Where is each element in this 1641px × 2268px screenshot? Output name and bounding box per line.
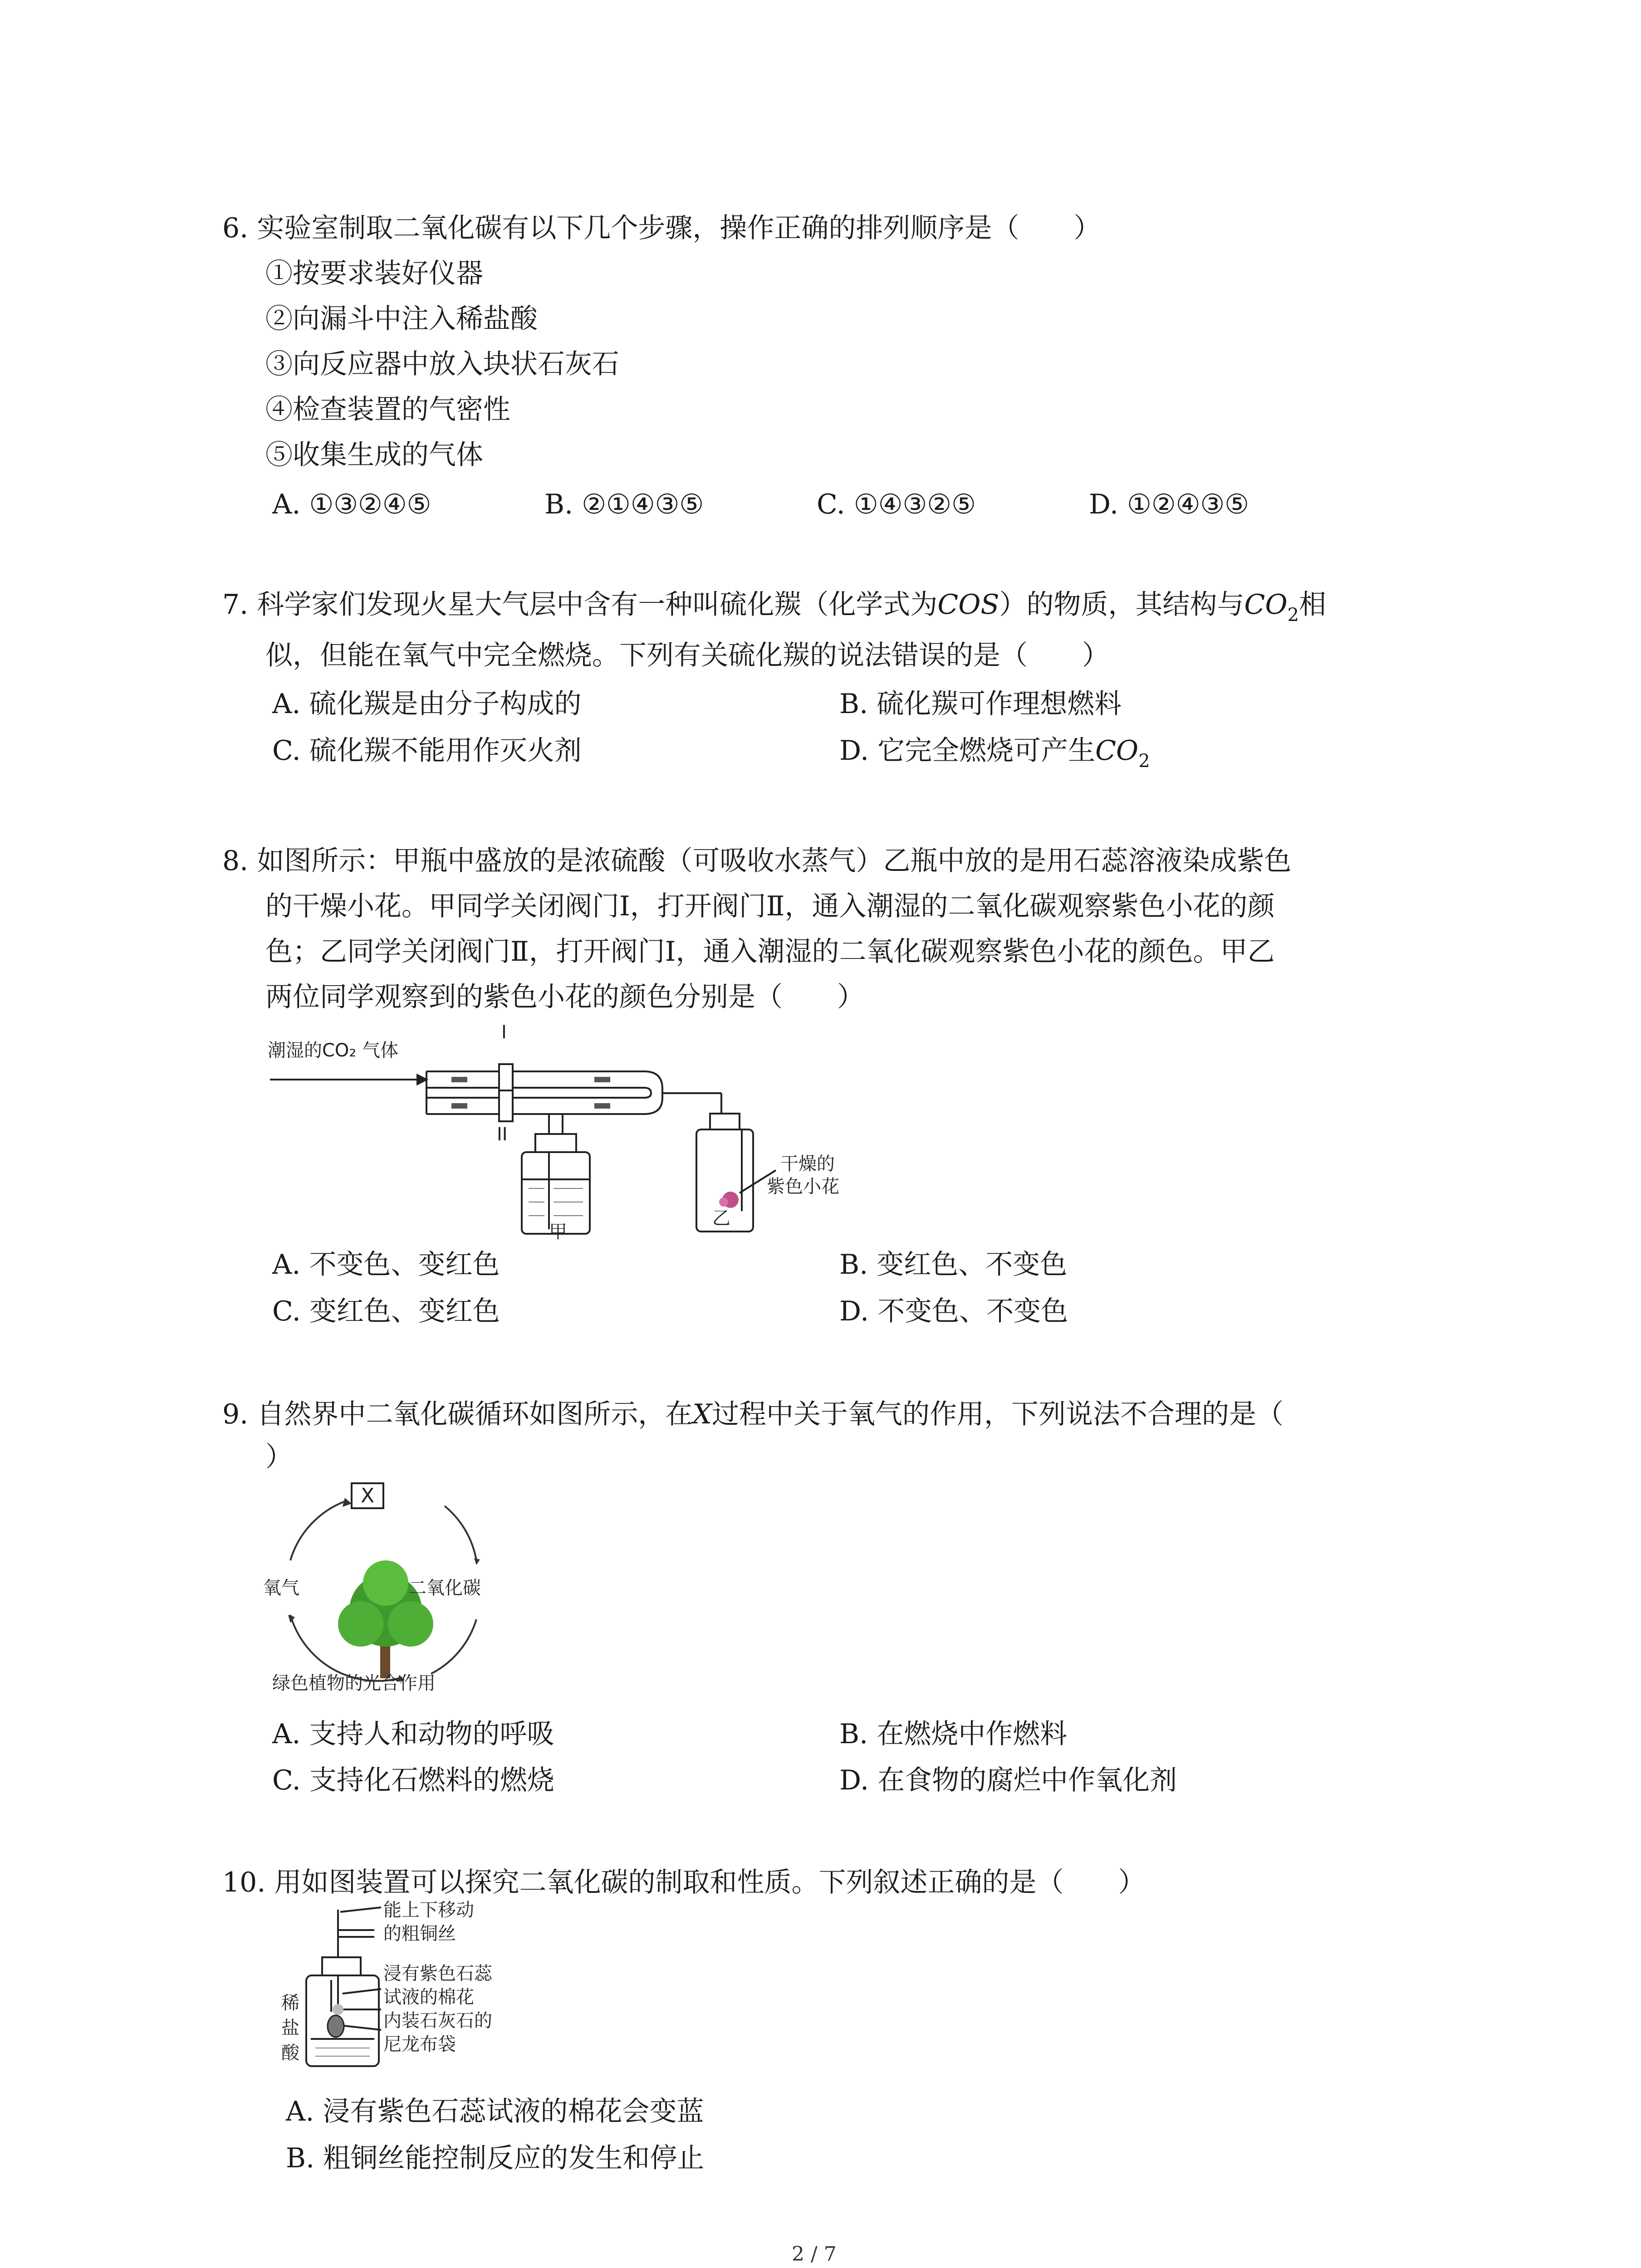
q8-stem-line1: 8. 如图所示：甲瓶中盛放的是浓硫酸（可吸收水蒸气）乙瓶中放的是用石蕊溶液染成紫色 bbox=[222, 845, 1292, 877]
q8-bottle-jia-label: 甲 bbox=[549, 1222, 567, 1242]
q10-wire-label-2: 的粗铜丝 bbox=[383, 1923, 456, 1944]
q8-option-c: C. 变红色、变红色 bbox=[272, 1295, 500, 1327]
q10-acid-label-3: 酸 bbox=[281, 2043, 299, 2063]
q8-stem-line2: 的干燥小花。甲同学关闭阀门Ⅰ，打开阀门Ⅱ，通入潮湿的二氧化碳观察紫色小花的颜 bbox=[265, 890, 1275, 922]
q7-option-b: B. 硫化羰可作理想燃料 bbox=[839, 688, 1122, 720]
q10-option-a: A. 浸有紫色石蕊试液的棉花会变蓝 bbox=[286, 2096, 704, 2127]
q10-bag-label-2: 尼龙布袋 bbox=[383, 2034, 456, 2055]
q6-option-a: A. ①③②④⑤ bbox=[272, 489, 431, 520]
q10-wire-label-1: 能上下移动 bbox=[383, 1900, 474, 1921]
page-number: 2 / 7 bbox=[792, 2243, 837, 2266]
q9-option-a: A. 支持人和动物的呼吸 bbox=[272, 1718, 554, 1750]
q8-apparatus-figure bbox=[268, 1021, 857, 1247]
q8-valve-2-label: II bbox=[497, 1124, 508, 1145]
q6-option-b: B. ②①④③⑤ bbox=[544, 489, 704, 520]
q9-option-b: B. 在燃烧中作燃料 bbox=[839, 1718, 1068, 1750]
q10-apparatus-figure bbox=[272, 1898, 590, 2080]
stone-bag-icon bbox=[328, 2015, 344, 2037]
q8-stem-line4: 两位同学观察到的紫色小花的颜色分别是（ ） bbox=[265, 981, 864, 1013]
q8-option-b: B. 变红色、不变色 bbox=[839, 1249, 1068, 1281]
q6-stem: 6. 实验室制取二氧化碳有以下几个步骤，操作正确的排列顺序是（ ） bbox=[222, 212, 1101, 244]
q8-flower-label-2: 紫色小花 bbox=[767, 1176, 839, 1197]
q6-step-1: ①按要求装好仪器 bbox=[265, 258, 483, 289]
q9-oxygen-label: 氧气 bbox=[263, 1578, 299, 1598]
q10-cotton-label-1: 浸有紫色石蕊 bbox=[383, 1963, 492, 1984]
cotton-icon bbox=[333, 2004, 343, 2015]
q6-step-3: ③向反应器中放入块状石灰石 bbox=[265, 348, 619, 380]
q9-option-d: D. 在食物的腐烂中作氧化剂 bbox=[839, 1765, 1177, 1796]
q8-gas-label: 潮湿的CO₂ 气体 bbox=[268, 1040, 399, 1061]
q9-carbon-cycle-figure bbox=[263, 1479, 517, 1696]
q10-acid-label-1: 稀 bbox=[281, 1993, 299, 2014]
q7-option-a: A. 硫化羰是由分子构成的 bbox=[272, 688, 582, 720]
q9-stem-line1: 9. 自然界中二氧化碳循环如图所示，在X过程中关于氧气的作用，下列说法不合理的是（ bbox=[222, 1398, 1284, 1430]
q6-option-d: D. ①②④③⑤ bbox=[1089, 489, 1249, 520]
q6-option-c: C. ①④③②⑤ bbox=[817, 489, 976, 520]
q8-bottle-yi-label: 乙 bbox=[712, 1208, 730, 1229]
q8-option-d: D. 不变色、不变色 bbox=[839, 1295, 1068, 1327]
q6-step-2: ②向漏斗中注入稀盐酸 bbox=[265, 303, 538, 335]
q6-step-4: ④检查装置的气密性 bbox=[265, 394, 510, 425]
q10-acid-label-2: 盐 bbox=[281, 2018, 299, 2038]
q8-option-a: A. 不变色、变红色 bbox=[272, 1249, 500, 1281]
q9-option-c: C. 支持化石燃料的燃烧 bbox=[272, 1765, 554, 1796]
q10-cotton-label-2: 试液的棉花 bbox=[383, 1987, 474, 2008]
q10-stem: 10. 用如图装置可以探究二氧化碳的制取和性质。下列叙述正确的是（ ） bbox=[222, 1867, 1146, 1898]
q9-photosynthesis-label: 绿色植物的光合作用 bbox=[272, 1673, 436, 1694]
q8-flower-label-1: 干燥的 bbox=[780, 1154, 835, 1174]
q7-stem-line1: 7. 科学家们发现火星大气层中含有一种叫硫化羰（化学式为COS）的物质，其结构与$CO_2$相 bbox=[222, 589, 1327, 626]
q9-box-x: X bbox=[361, 1484, 375, 1507]
q10-bag-label-1: 内装石灰石的 bbox=[383, 2010, 492, 2031]
q7-option-c: C. 硫化羰不能用作灭火剂 bbox=[272, 735, 582, 767]
q7-stem-line2: 似，但能在氧气中完全燃烧。下列有关硫化羰的说法错误的是（ ） bbox=[265, 640, 1109, 671]
q10-option-b: B. 粗铜丝能控制反应的发生和停止 bbox=[286, 2142, 705, 2174]
q6-step-5: ⑤收集生成的气体 bbox=[265, 439, 483, 471]
q9-stem-line2: ） bbox=[265, 1441, 293, 1473]
q9-co2-label: 二氧化碳 bbox=[408, 1578, 481, 1598]
q7-option-d: D. 它完全燃烧可产生$CO_2$ bbox=[839, 735, 1150, 772]
q8-valve-1-label: I bbox=[501, 1022, 507, 1043]
q8-stem-line3: 色；乙同学关闭阀门Ⅱ，打开阀门Ⅰ，通入潮湿的二氧化碳观察紫色小花的颜色。甲乙 bbox=[265, 936, 1275, 968]
